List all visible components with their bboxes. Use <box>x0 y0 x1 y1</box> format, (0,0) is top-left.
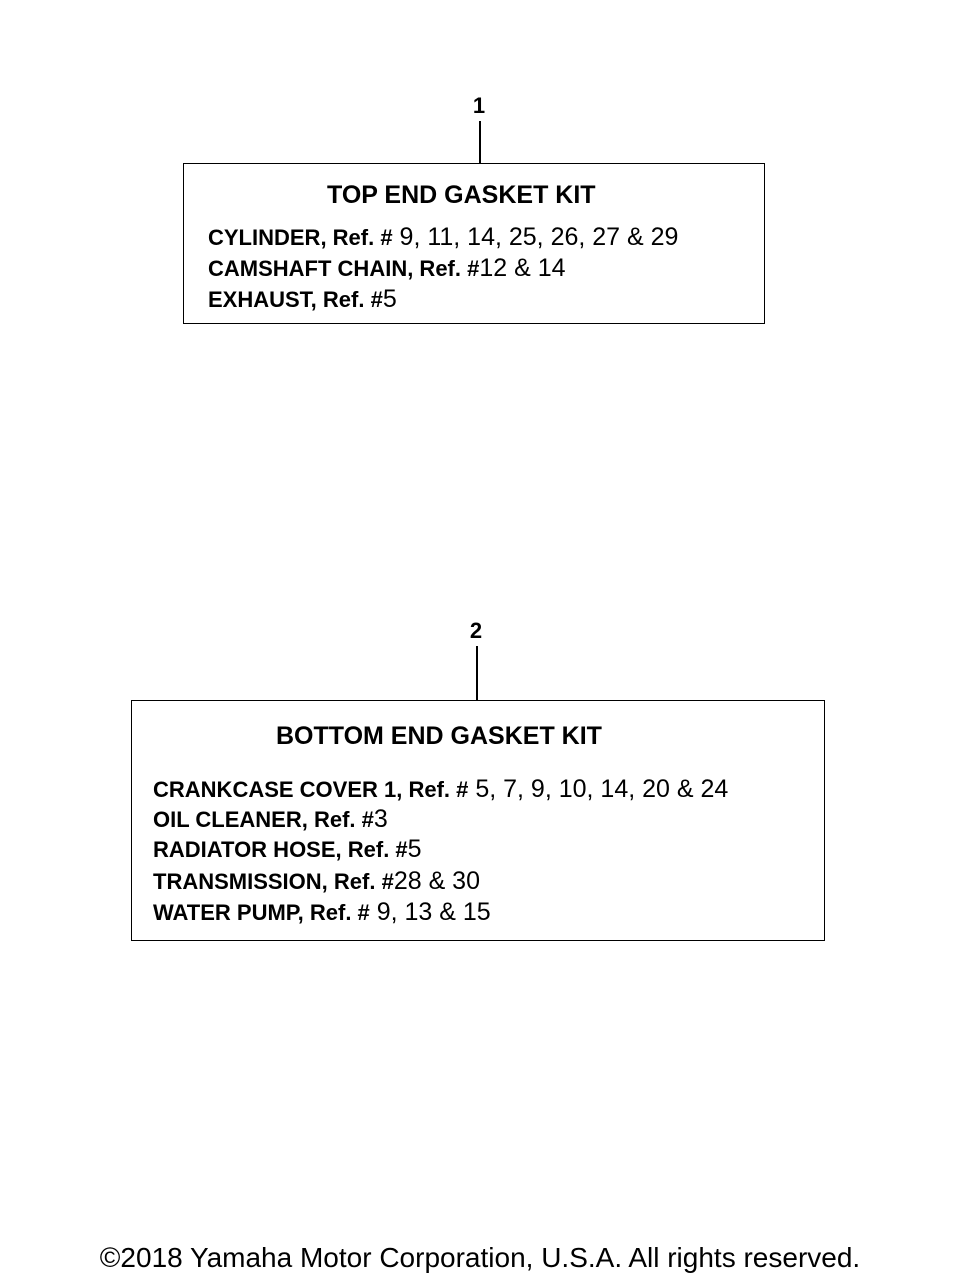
ref-numbers: 9, 11, 14, 25, 26, 27 & 29 <box>392 223 679 251</box>
ref-numbers: 5, 7, 9, 10, 14, 20 & 24 <box>468 775 729 803</box>
kit-line-camshaft-chain <box>208 256 566 281</box>
kit-line-cylinder <box>208 225 678 250</box>
part-name: EXHAUST, Ref. # <box>208 287 383 312</box>
part-name: CRANKCASE COVER 1, Ref. # <box>153 777 469 802</box>
callout-number-1: 1 <box>472 93 486 118</box>
leader-line-1 <box>479 121 481 163</box>
top-end-gasket-kit-box <box>183 163 765 324</box>
kit-line-water-pump <box>153 900 491 925</box>
leader-line-2 <box>476 646 478 700</box>
part-name: CYLINDER, Ref. # <box>208 225 393 250</box>
callout-number-2: 2 <box>469 618 483 643</box>
copyright-notice: ©2018 Yamaha Motor Corporation, U.S.A. All rights reserved. <box>99 1242 861 1273</box>
part-name: TRANSMISSION, Ref. # <box>153 869 394 894</box>
kit-line-transmission <box>153 869 480 894</box>
ref-numbers: 5 <box>382 285 397 313</box>
kit-line-crankcase-cover-1 <box>153 777 728 802</box>
kit-line-oil-cleaner <box>153 807 388 832</box>
kit-line-radiator-hose <box>153 837 422 862</box>
part-name: CAMSHAFT CHAIN, Ref. # <box>208 256 480 281</box>
part-name: WATER PUMP, Ref. # <box>153 900 370 925</box>
kit-line-exhaust <box>208 287 397 312</box>
ref-numbers: 9, 13 & 15 <box>369 898 491 926</box>
part-name: RADIATOR HOSE, Ref. # <box>153 837 408 862</box>
ref-numbers: 5 <box>407 835 422 863</box>
kit-title: TOP END GASKET KIT <box>327 181 596 209</box>
kit-title: BOTTOM END GASKET KIT <box>276 722 602 750</box>
part-name: OIL CLEANER, Ref. # <box>153 807 374 832</box>
ref-numbers: 3 <box>373 805 388 833</box>
ref-numbers: 12 & 14 <box>479 254 566 282</box>
bottom-end-gasket-kit-box <box>131 700 825 941</box>
ref-numbers: 28 & 30 <box>393 867 480 895</box>
